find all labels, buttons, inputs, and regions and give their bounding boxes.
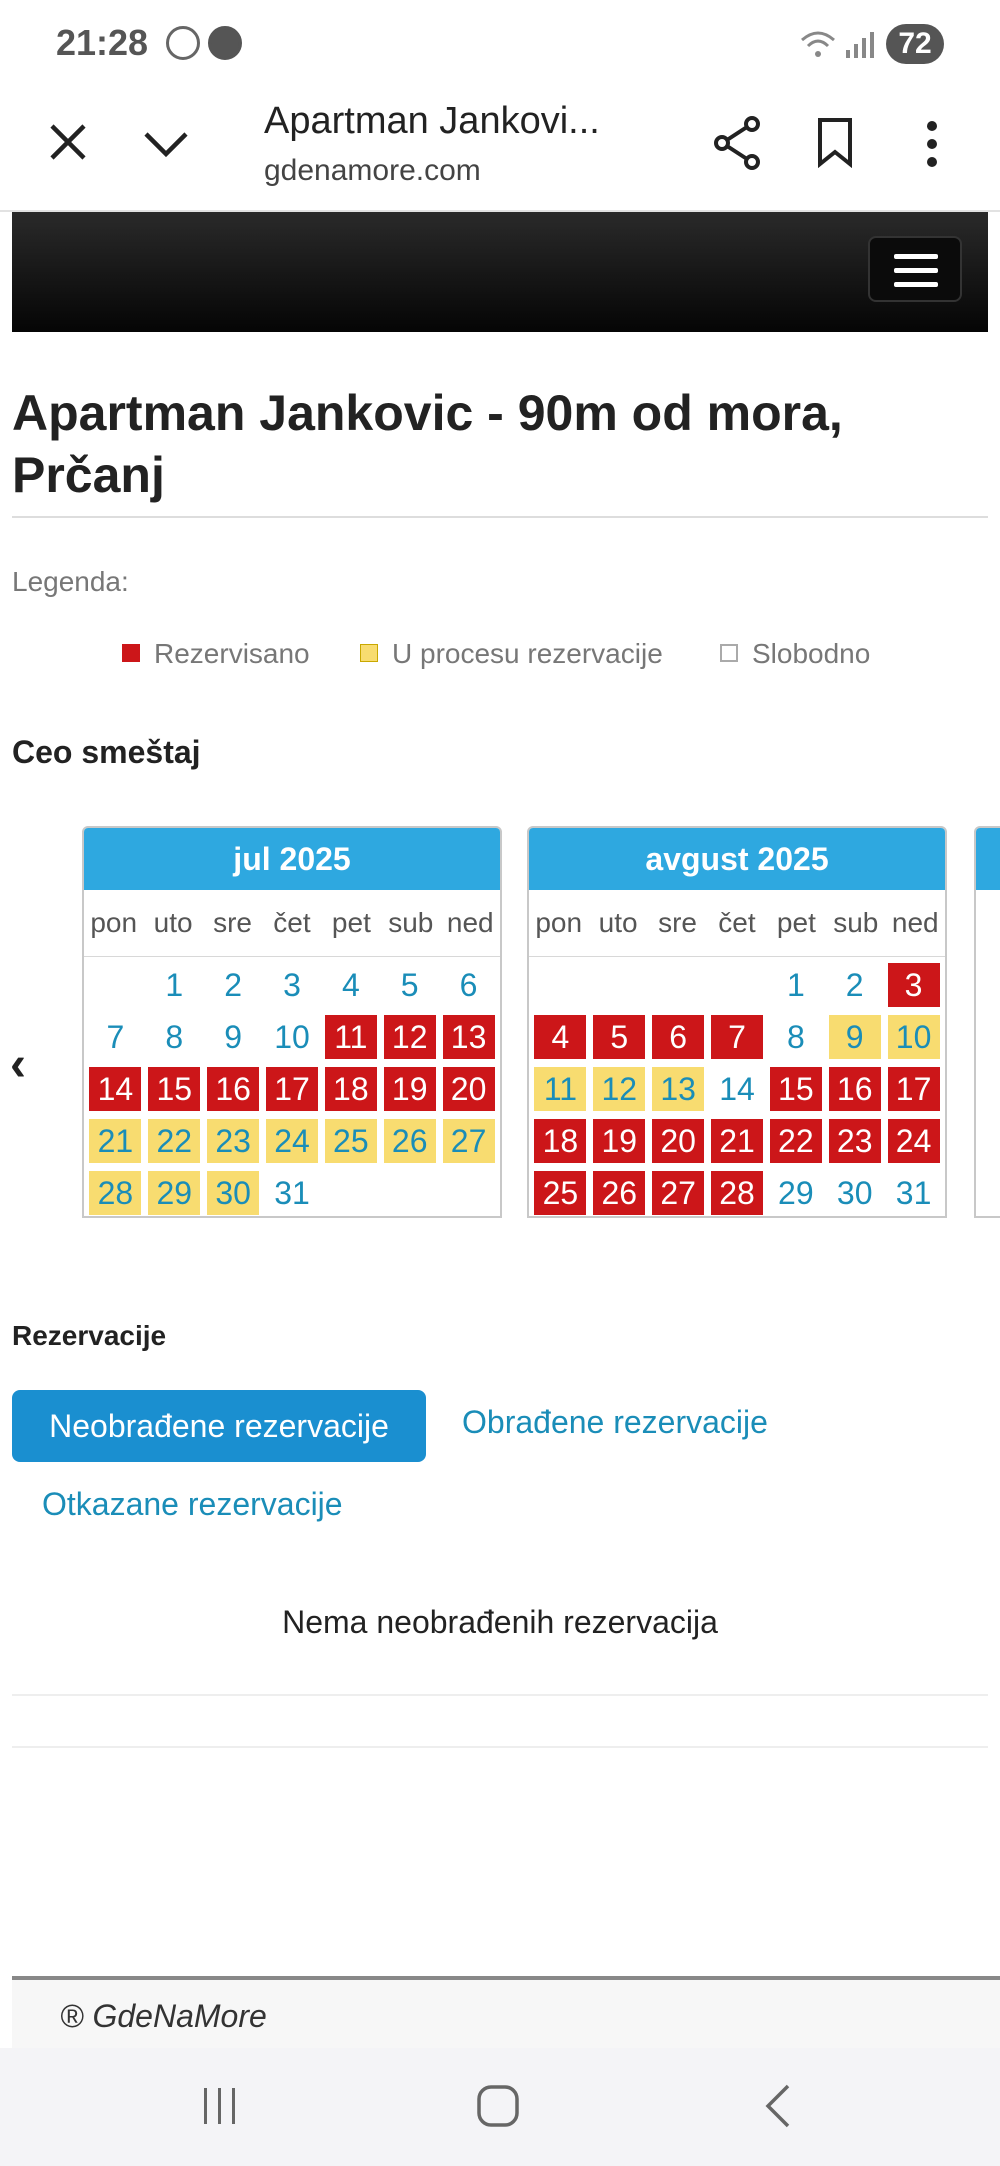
day-number: 26: [384, 1119, 436, 1163]
day-number: 5: [400, 967, 419, 1003]
page-title[interactable]: Apartman Jankovi...: [264, 100, 600, 142]
day-number: 19: [593, 1119, 645, 1163]
hamburger-icon: [894, 254, 938, 259]
calendar-day[interactable]: [145, 1063, 204, 1115]
day-number: 11: [534, 1067, 586, 1111]
calendar-day[interactable]: [321, 1115, 380, 1167]
month-title: avgust 2025: [529, 828, 945, 890]
empty-reservations-message: Nema neobrađenih rezervacija: [282, 1604, 718, 1640]
calendar-day[interactable]: [439, 1011, 498, 1063]
wifi-icon: [798, 28, 838, 62]
day-number: 27: [652, 1171, 704, 1215]
calendar-day[interactable]: [204, 1011, 263, 1063]
calendar-day[interactable]: [708, 1063, 767, 1115]
month-calendar: [82, 826, 502, 1218]
free-swatch: [720, 644, 738, 662]
calendar-day[interactable]: [263, 1011, 322, 1063]
day-grid: [84, 957, 500, 1218]
day-number: 23: [829, 1119, 881, 1163]
empty-day-cell: [649, 959, 708, 1011]
weekday-label: pon: [535, 907, 583, 938]
day-number: 30: [836, 1175, 873, 1211]
day-number: 3: [888, 963, 940, 1007]
calendar-day[interactable]: [825, 959, 884, 1011]
legend-reserved: [122, 638, 310, 670]
day-number: 2: [845, 967, 864, 1003]
empty-day-cell: [708, 959, 767, 1011]
calendar-day[interactable]: [766, 1115, 825, 1167]
calendar-day[interactable]: [649, 1011, 708, 1063]
day-number: 22: [148, 1119, 200, 1163]
day-number: 1: [786, 967, 805, 1003]
in-process-swatch: [360, 644, 378, 662]
calendar-day[interactable]: [766, 1011, 825, 1063]
browser-toolbar: [0, 92, 1000, 212]
calendar-day[interactable]: [649, 1167, 708, 1218]
calendar-day[interactable]: [145, 1011, 204, 1063]
chevron-down-icon[interactable]: [142, 130, 190, 158]
day-number: 7: [106, 1019, 125, 1055]
calendar-day[interactable]: [321, 1011, 380, 1063]
calendar-day[interactable]: [86, 1167, 145, 1218]
day-number: 17: [266, 1067, 318, 1111]
day-number: 30: [207, 1171, 259, 1215]
calendar-day[interactable]: [145, 1115, 204, 1167]
empty-day-cell: [321, 1167, 380, 1218]
status-bar: [0, 0, 1000, 92]
calendar-day[interactable]: [380, 1011, 439, 1063]
recent-apps-icon[interactable]: [200, 2086, 240, 2126]
day-number: 2: [224, 967, 243, 1003]
hamburger-line: [894, 268, 938, 273]
month-title: jul 2025: [84, 828, 500, 890]
empty-day-cell: [439, 1167, 498, 1218]
calendar-day[interactable]: [884, 1115, 943, 1167]
footer: [12, 1976, 1000, 2052]
share-icon[interactable]: [712, 116, 762, 170]
day-number: 12: [593, 1067, 645, 1111]
more-options-icon[interactable]: [924, 118, 940, 170]
tab-unprocessed-reservations[interactable]: Neobrađene rezervacije: [12, 1390, 426, 1462]
calendar-day[interactable]: [708, 1115, 767, 1167]
weekday-label: sub: [388, 907, 434, 938]
calendar-day[interactable]: [204, 1167, 263, 1218]
empty-day-cell: [531, 959, 590, 1011]
signal-icon: [844, 30, 874, 60]
home-icon[interactable]: [476, 2084, 520, 2128]
day-number: 18: [325, 1067, 377, 1111]
status-time: 21:28: [56, 22, 149, 63]
calendar-day[interactable]: [590, 1115, 649, 1167]
day-number: 17: [888, 1067, 940, 1111]
next-month-calendar-partial: [974, 826, 1000, 1218]
empty-day-cell: [380, 1167, 439, 1218]
day-number: 25: [534, 1171, 586, 1215]
calendar-day[interactable]: [531, 1115, 590, 1167]
day-number: 16: [207, 1067, 259, 1111]
chevron-left-icon[interactable]: ‹: [10, 1038, 26, 1091]
day-number: 14: [89, 1067, 141, 1111]
day-number: 23: [207, 1119, 259, 1163]
calendar-day[interactable]: [649, 1115, 708, 1167]
calendar-day[interactable]: [380, 1115, 439, 1167]
day-number: 25: [325, 1119, 377, 1163]
divider: [12, 1694, 988, 1696]
viber-icon: [166, 26, 200, 60]
calendar-day[interactable]: [708, 1011, 767, 1063]
hamburger-line: [894, 282, 938, 287]
calendar-day[interactable]: [590, 1011, 649, 1063]
bookmark-icon[interactable]: [816, 116, 854, 168]
day-number: 10: [274, 1019, 310, 1055]
listing-heading: Apartman Jankovic - 90m od mora, Prčanj: [12, 385, 843, 503]
calendar-day[interactable]: [380, 1063, 439, 1115]
weekday-label: ned: [891, 907, 939, 938]
legend-label-text: Slobodno: [752, 638, 871, 669]
calendar-day[interactable]: [531, 1011, 590, 1063]
calendar-day[interactable]: [766, 959, 825, 1011]
calendar-day[interactable]: [590, 1167, 649, 1218]
legend-in-process: [360, 638, 663, 670]
weekday-label: čet: [718, 907, 756, 938]
day-number: 28: [711, 1171, 763, 1215]
day-number: 9: [829, 1015, 881, 1059]
day-number: 10: [888, 1015, 940, 1059]
weekday-header: [529, 890, 945, 957]
section-title: Ceo smeštaj: [12, 734, 201, 770]
calendar-day[interactable]: [825, 1115, 884, 1167]
calendar-day[interactable]: [884, 959, 943, 1011]
day-number: 28: [89, 1171, 141, 1215]
divider: [12, 1746, 988, 1748]
day-number: 1: [165, 967, 184, 1003]
calendar-day[interactable]: [884, 1011, 943, 1063]
calendar-day[interactable]: [884, 1167, 943, 1218]
calendar-day[interactable]: [263, 1063, 322, 1115]
calendar-day[interactable]: [263, 1115, 322, 1167]
weekday-header: [84, 890, 500, 957]
system-navigation-bar: [0, 2048, 1000, 2166]
day-number: 20: [652, 1119, 704, 1163]
day-number: 13: [652, 1067, 704, 1111]
day-number: 13: [443, 1015, 495, 1059]
day-number: 5: [593, 1015, 645, 1059]
calendar-day[interactable]: [825, 1167, 884, 1218]
day-number: 22: [770, 1119, 822, 1163]
calendar-day[interactable]: [145, 959, 204, 1011]
calendar-day[interactable]: [86, 1063, 145, 1115]
empty-day-cell: [590, 959, 649, 1011]
calendar-day[interactable]: [590, 1063, 649, 1115]
reservations-title: Rezervacije: [12, 1320, 167, 1351]
day-number: 6: [652, 1015, 704, 1059]
calendar-day[interactable]: [263, 1167, 322, 1218]
calendar-day[interactable]: [649, 1063, 708, 1115]
calendar-day[interactable]: [884, 1063, 943, 1115]
day-number: 24: [266, 1119, 318, 1163]
calendar-day[interactable]: [380, 959, 439, 1011]
day-number: 31: [274, 1175, 310, 1211]
back-icon[interactable]: [762, 2082, 792, 2130]
calendar-day[interactable]: [439, 1115, 498, 1167]
calendar-day[interactable]: [321, 959, 380, 1011]
calendar-day[interactable]: [766, 1167, 825, 1218]
day-number: 31: [895, 1175, 932, 1211]
day-number: 14: [719, 1071, 755, 1107]
weekday-label: ned: [446, 907, 494, 938]
calendar-day[interactable]: [86, 1115, 145, 1167]
day-number: 24: [888, 1119, 940, 1163]
weekday-label: pet: [776, 907, 816, 938]
day-number: 12: [384, 1015, 436, 1059]
legend-label-text: U procesu rezervacije: [392, 638, 663, 669]
legend-free: [720, 638, 870, 670]
empty-day-cell: [86, 959, 145, 1011]
weekday-label: uto: [153, 907, 193, 938]
day-number: 11: [325, 1015, 377, 1059]
facebook-icon: [208, 26, 242, 60]
day-number: 26: [593, 1171, 645, 1215]
footer-brand: ® GdeNaMore: [60, 1998, 267, 2034]
calendar-day[interactable]: [204, 959, 263, 1011]
day-number: 7: [711, 1015, 763, 1059]
page-domain[interactable]: gdenamore.com: [264, 154, 481, 187]
day-number: 6: [459, 967, 478, 1003]
calendar-day[interactable]: [263, 959, 322, 1011]
site-header: [12, 212, 988, 332]
divider: [12, 516, 988, 518]
day-number: 19: [384, 1067, 436, 1111]
month-calendar: [527, 826, 947, 1218]
calendar-day[interactable]: [86, 1011, 145, 1063]
legend-label: Legenda:: [12, 566, 129, 597]
calendar-day[interactable]: [825, 1063, 884, 1115]
legend-label-text: Rezervisano: [154, 638, 310, 669]
calendar-day[interactable]: [145, 1167, 204, 1218]
calendar-day[interactable]: [204, 1063, 263, 1115]
calendar-day[interactable]: [531, 1063, 590, 1115]
weekday-label: pon: [90, 907, 138, 938]
weekday-label: uto: [598, 907, 638, 938]
calendar-day[interactable]: [766, 1063, 825, 1115]
day-number: 8: [786, 1019, 805, 1055]
day-grid: [529, 957, 945, 1218]
weekday-label: pet: [331, 907, 371, 938]
day-number: 16: [829, 1067, 881, 1111]
day-number: 27: [443, 1119, 495, 1163]
day-number: 29: [148, 1171, 200, 1215]
tab-cancelled-reservations[interactable]: Otkazane rezervacije: [42, 1486, 343, 1522]
day-number: 9: [224, 1019, 243, 1055]
calendar-day[interactable]: [825, 1011, 884, 1063]
day-number: 15: [770, 1067, 822, 1111]
weekday-label: sre: [658, 907, 697, 938]
calendar-day[interactable]: [321, 1063, 380, 1115]
reserved-swatch: [122, 644, 140, 662]
day-number: 4: [534, 1015, 586, 1059]
day-number: 21: [711, 1119, 763, 1163]
weekday-label: sub: [833, 907, 879, 938]
calendar-day[interactable]: [204, 1115, 263, 1167]
battery-indicator: 72: [886, 24, 944, 64]
day-number: 18: [534, 1119, 586, 1163]
calendar-day[interactable]: [708, 1167, 767, 1218]
weekday-label: čet: [273, 907, 311, 938]
day-number: 8: [165, 1019, 184, 1055]
calendar-day[interactable]: [531, 1167, 590, 1218]
calendar-day[interactable]: [439, 959, 498, 1011]
calendar-day[interactable]: [439, 1063, 498, 1115]
day-number: 4: [341, 967, 360, 1003]
day-number: 29: [778, 1175, 814, 1211]
day-number: 21: [89, 1119, 141, 1163]
tab-processed-reservations[interactable]: Obrađene rezervacije: [462, 1404, 768, 1440]
weekday-label: sre: [213, 907, 252, 938]
close-icon[interactable]: [48, 122, 88, 162]
day-number: 15: [148, 1067, 200, 1111]
day-number: 3: [283, 967, 301, 1003]
hamburger-menu-button[interactable]: [868, 236, 962, 302]
month-title-partial: [976, 828, 1000, 890]
day-number: 20: [443, 1067, 495, 1111]
